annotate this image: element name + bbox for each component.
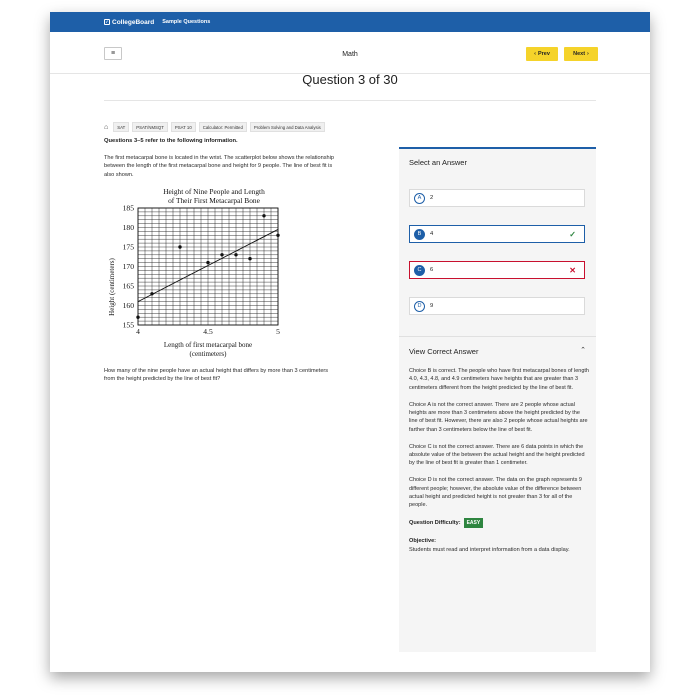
tag-list: [104, 122, 325, 132]
question-title: Question 3 of 30: [302, 72, 398, 87]
y-tick-label: 185: [122, 203, 134, 213]
option-letter: B: [414, 229, 425, 240]
question-intro: Questions 3–5 refer to the following information.: [104, 138, 238, 144]
subject-title: Math: [342, 51, 358, 58]
y-tick-label: 155: [122, 320, 134, 330]
data-point: [276, 233, 279, 236]
chevron-up-icon[interactable]: ⌃: [580, 347, 586, 354]
x-axis-label-line-2: (centimeters): [189, 349, 227, 358]
chart-title-line-1: Height of Nine People and Length: [163, 186, 265, 196]
next-button[interactable]: [564, 47, 598, 61]
tag: SAT: [113, 122, 129, 132]
data-point: [136, 315, 139, 318]
prev-button[interactable]: [526, 47, 558, 61]
option-letter: A: [414, 193, 425, 204]
data-point: [262, 214, 265, 217]
panel-divider: [399, 336, 596, 337]
checkmark-icon: ✓: [569, 229, 576, 239]
tag-icon: ⌂: [104, 123, 109, 131]
title-divider: [104, 100, 596, 101]
option-letter: C: [414, 265, 425, 276]
question-prompt: How many of the nine people have an actual height that differs by more than 3 centimeters from the height predicted by the line of best fit?: [104, 367, 329, 383]
difficulty-badge: EASY: [464, 518, 484, 528]
chevron-right-icon: ›: [587, 51, 589, 57]
view-correct-answer-toggle[interactable]: View Correct Answer: [409, 347, 479, 356]
y-tick-label: 165: [122, 281, 134, 291]
x-tick-label: 4.5: [203, 326, 213, 336]
explanation-paragraph: Choice D is not the correct answer. The data on the graph represents 9 different people; however, the absolute value of the difference between actual height and predicted height is not greater than 3 for all of the people.: [409, 477, 582, 509]
y-tick-label: 160: [122, 300, 134, 310]
brand-logo[interactable]: [104, 19, 154, 26]
chart-grid: [138, 208, 278, 325]
select-answer-title: Select an Answer: [409, 158, 467, 167]
y-tick-label: 180: [122, 222, 134, 232]
page-frame: [50, 12, 650, 672]
difficulty-label: Question Difficulty:: [409, 520, 461, 527]
brand-name: CollegeBoard: [112, 18, 155, 26]
y-tick-label: 175: [122, 242, 134, 252]
prev-label: Prev: [537, 51, 550, 57]
x-mark-icon: ✕: [569, 265, 576, 275]
answer-option-c[interactable]: [409, 261, 585, 279]
answer-option-a[interactable]: [409, 189, 585, 207]
chevron-left-icon: ‹: [534, 51, 536, 57]
x-axis-label-line-1: Length of first metacarpal bone: [163, 340, 253, 349]
tag: Problem Solving and Data Analysis: [250, 122, 325, 132]
tag: PSAT/NMSQT: [132, 122, 168, 132]
option-letter: D: [414, 301, 425, 312]
option-value: 2: [430, 195, 434, 201]
explanation-paragraph: Choice C is not the correct answer. There are 6 data points in which the absolute value of the between the actual height and the height predicted by the line of best fit is greater than 1 centimeter.: [409, 443, 585, 467]
data-point: [220, 253, 223, 256]
x-tick-label: 5: [276, 326, 280, 336]
data-point: [248, 257, 251, 260]
scatterplot-chart: [104, 185, 304, 363]
y-axis-label: Height (centimeters): [108, 258, 116, 316]
data-point: [150, 292, 153, 295]
data-point: [178, 245, 181, 248]
next-label: Next: [573, 51, 586, 57]
acorn-icon: ✓: [105, 19, 109, 24]
option-value: 9: [430, 303, 434, 309]
answer-option-d[interactable]: [409, 297, 585, 315]
option-value: 4: [430, 231, 434, 237]
answer-explanation: [409, 367, 589, 555]
data-point: [234, 253, 237, 256]
explanation-paragraph: Choice A is not the correct answer. There are 2 people whose actual heights are more than 3 centimeters above the height predicted by the line of best fit. However, there are also 2 people whose actual heights are farther than 3 centimeters below the line of best fit.: [409, 401, 588, 433]
x-tick-label: 4: [136, 326, 140, 336]
question-passage: The first metacarpal bone is located in the wrist. The scatterplot below shows the relationship between the length of the first metacarpal bone and height for 9 people. The line of best fit is also shown.: [104, 155, 334, 178]
tag: Calculator: Permitted: [199, 122, 247, 132]
tag: PSAT 10: [171, 122, 196, 132]
y-tick-label: 170: [122, 261, 134, 271]
answer-panel: [399, 147, 596, 652]
chart-title-line-2: of Their First Metacarpal Bone: [168, 195, 260, 205]
answer-option-b[interactable]: [409, 225, 585, 243]
question-panel: [104, 138, 340, 383]
difficulty-row: [409, 518, 589, 528]
data-point: [206, 261, 209, 264]
top-bar: [50, 12, 650, 32]
explanation-paragraph: Choice B is correct. The people who have first metacarpal bones of length 4.0, 4.3, 4.8, and 4.9 centimeters have heights that are greater than 3 centimeters different from the height predicted by the line of best fit.: [409, 368, 589, 391]
objective-label: Objective:: [409, 538, 437, 545]
objective-text: Students must read and interpret information from a data display.: [409, 547, 570, 554]
site-subtitle: Sample Questions: [162, 19, 211, 25]
hamburger-icon: ≡: [110, 50, 116, 57]
nav-bar: [50, 32, 650, 74]
option-value: 6: [430, 267, 434, 273]
